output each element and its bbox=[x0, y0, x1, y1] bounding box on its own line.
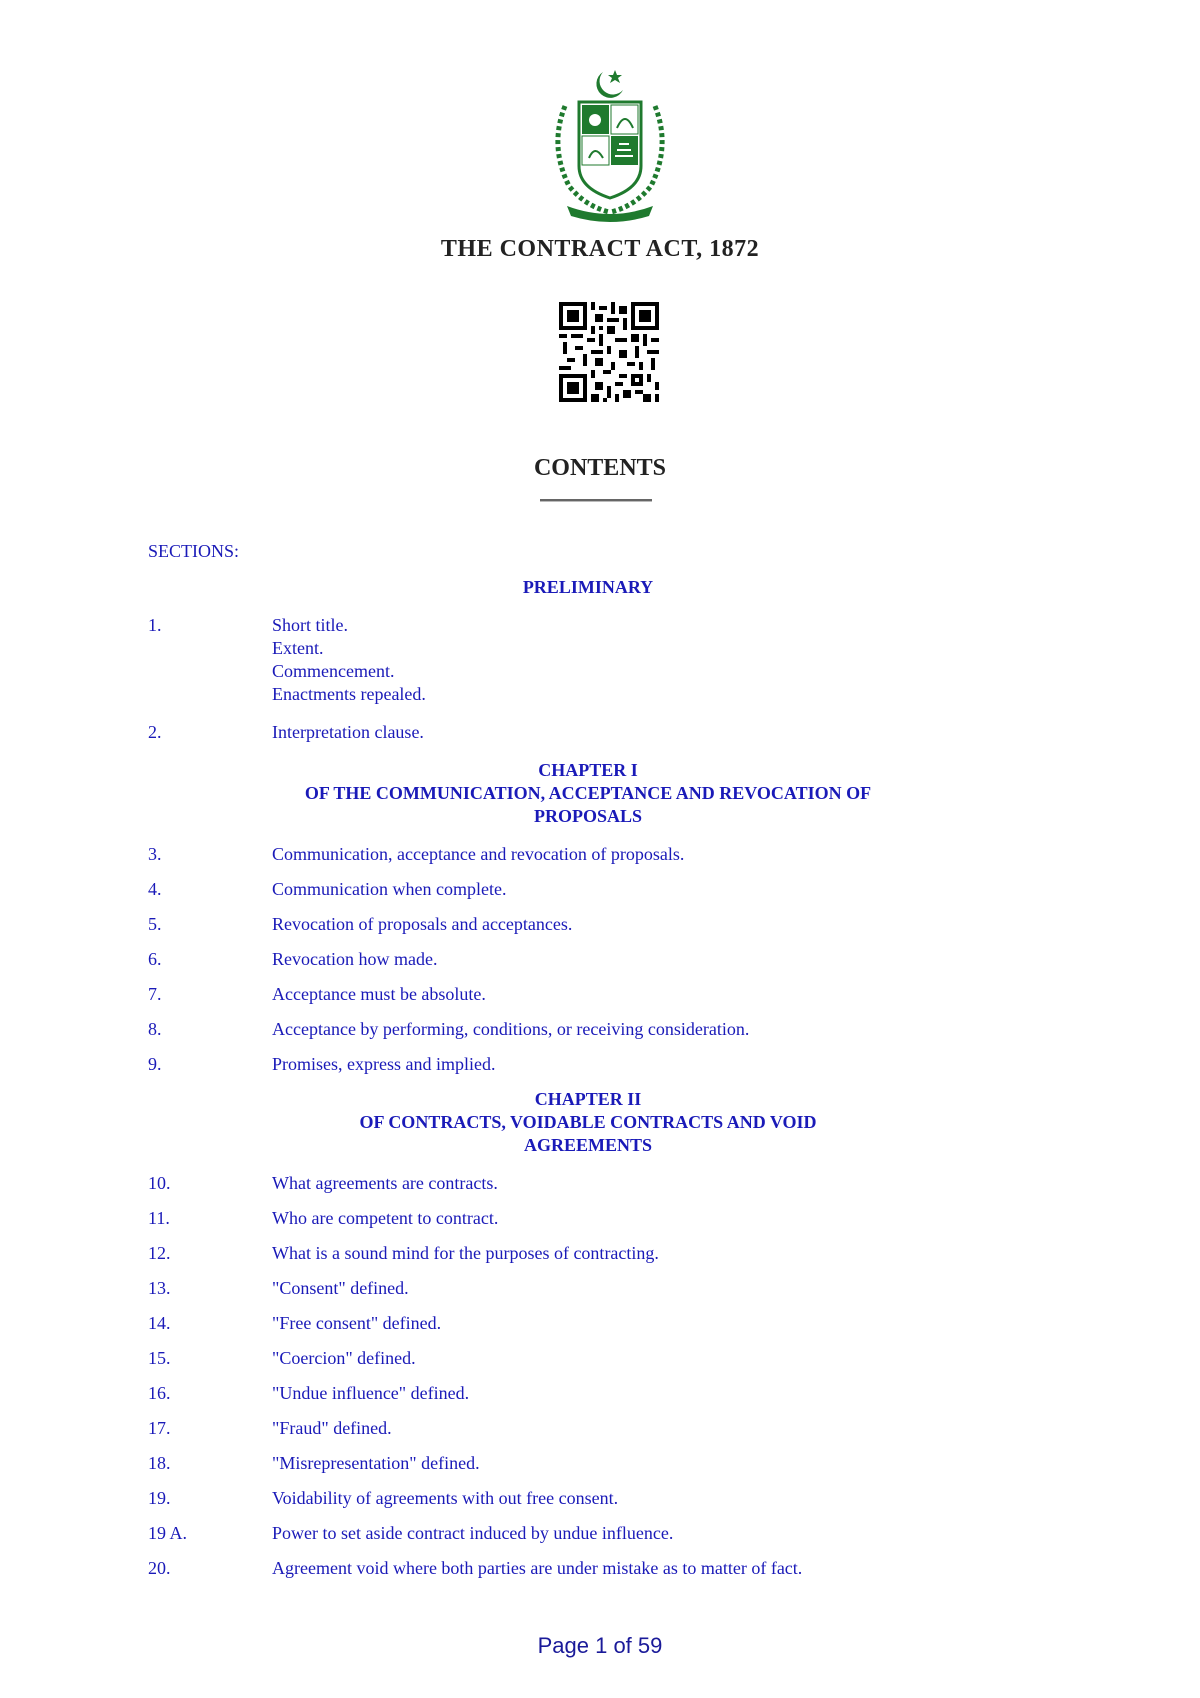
section-title[interactable]: Voidability of agreements with out free consent. bbox=[272, 1488, 619, 1508]
section-number: 20. bbox=[148, 1558, 171, 1578]
qr-code-icon bbox=[559, 302, 659, 402]
toc-entry[interactable] bbox=[148, 1382, 1048, 1405]
contents-divider bbox=[540, 499, 652, 502]
section-number: 9. bbox=[148, 1054, 162, 1074]
toc-entry[interactable] bbox=[148, 948, 1048, 971]
section-title[interactable]: "Undue influence" defined. bbox=[272, 1383, 470, 1403]
toc-entry[interactable] bbox=[148, 1018, 1048, 1041]
section-title[interactable]: "Free consent" defined. bbox=[272, 1313, 442, 1333]
toc-entry[interactable] bbox=[148, 1452, 1048, 1475]
contents-heading: CONTENTS bbox=[533, 455, 667, 481]
section-number: 8. bbox=[148, 1019, 162, 1039]
section-title[interactable]: Communication, acceptance and revocation of proposals. bbox=[272, 844, 685, 864]
heading-chapter-2[interactable]: CHAPTER II OF CONTRACTS, VOIDABLE CONTRACTS AND VOID AGREEMENTS bbox=[359, 1089, 817, 1155]
section-title-short-title[interactable]: Short title. bbox=[272, 615, 348, 635]
section-title[interactable]: Promises, express and implied. bbox=[272, 1054, 496, 1074]
section-number: 3. bbox=[148, 844, 162, 864]
section-number: 19 A. bbox=[148, 1523, 188, 1543]
toc-entry[interactable] bbox=[148, 843, 1048, 866]
section-title[interactable]: Communication when complete. bbox=[272, 879, 507, 899]
table-of-contents bbox=[148, 576, 1048, 1592]
section-title-extent[interactable]: Extent. bbox=[272, 638, 324, 658]
section-number: 13. bbox=[148, 1278, 171, 1298]
section-title[interactable]: Interpretation clause. bbox=[272, 722, 424, 742]
heading-chapter-1[interactable]: CHAPTER I OF THE COMMUNICATION, ACCEPTANCE AND REVOCATION OF PROPOSALS bbox=[304, 760, 872, 826]
toc-entry[interactable] bbox=[148, 878, 1048, 901]
section-number: 10. bbox=[148, 1173, 171, 1193]
section-number: 12. bbox=[148, 1243, 171, 1263]
section-title[interactable]: What agreements are contracts. bbox=[272, 1173, 498, 1193]
toc-entry[interactable] bbox=[148, 1053, 1048, 1076]
section-number: 19. bbox=[148, 1488, 171, 1508]
section-title[interactable]: "Fraud" defined. bbox=[272, 1418, 392, 1438]
section-title-commencement[interactable]: Commencement. bbox=[272, 661, 395, 681]
toc-entry[interactable] bbox=[148, 1207, 1048, 1230]
section-title[interactable]: Acceptance by performing, conditions, or receiving consideration. bbox=[272, 1019, 750, 1039]
section-title[interactable]: Acceptance must be absolute. bbox=[272, 984, 486, 1004]
section-number: 16. bbox=[148, 1383, 171, 1403]
section-title[interactable]: Power to set aside contract induced by undue influence. bbox=[272, 1523, 674, 1543]
sections-label: SECTIONS: bbox=[148, 541, 240, 561]
section-number: 6. bbox=[148, 949, 162, 969]
section-number: 2. bbox=[148, 722, 162, 742]
section-number: 14. bbox=[148, 1313, 171, 1333]
section-number: 17. bbox=[148, 1418, 171, 1438]
section-title[interactable]: What is a sound mind for the purposes of contracting. bbox=[272, 1243, 659, 1263]
section-title[interactable]: "Consent" defined. bbox=[272, 1278, 409, 1298]
toc-entry[interactable] bbox=[148, 1417, 1048, 1440]
toc-entry[interactable] bbox=[148, 913, 1048, 936]
section-title[interactable]: Who are competent to contract. bbox=[272, 1208, 499, 1228]
section-number: 7. bbox=[148, 984, 162, 1004]
toc-entry[interactable] bbox=[148, 1312, 1048, 1335]
section-number: 11. bbox=[148, 1208, 170, 1228]
section-title-enactments-repealed[interactable]: Enactments repealed. bbox=[272, 684, 426, 704]
section-number: 18. bbox=[148, 1453, 171, 1473]
toc-entry[interactable] bbox=[148, 1242, 1048, 1265]
section-number: 5. bbox=[148, 914, 162, 934]
document-title: THE CONTRACT ACT, 1872 bbox=[440, 236, 760, 262]
toc-entry[interactable] bbox=[148, 1557, 1048, 1580]
toc-entry[interactable] bbox=[148, 1487, 1048, 1510]
page-number: Page 1 of 59 bbox=[537, 1633, 663, 1658]
toc-entry[interactable] bbox=[148, 1347, 1048, 1370]
toc-entry[interactable] bbox=[148, 1522, 1048, 1545]
toc-entry-1[interactable] bbox=[148, 614, 1048, 706]
section-title[interactable]: "Misrepresentation" defined. bbox=[272, 1453, 480, 1473]
section-number: 4. bbox=[148, 879, 162, 899]
state-emblem-icon bbox=[545, 66, 675, 222]
section-title[interactable]: "Coercion" defined. bbox=[272, 1348, 416, 1368]
section-number: 15. bbox=[148, 1348, 171, 1368]
heading-preliminary[interactable]: PRELIMINARY bbox=[522, 577, 654, 597]
section-title[interactable]: Revocation how made. bbox=[272, 949, 438, 969]
section-title[interactable]: Revocation of proposals and acceptances. bbox=[272, 914, 573, 934]
toc-entry[interactable] bbox=[148, 1277, 1048, 1300]
toc-entry[interactable] bbox=[148, 1172, 1048, 1195]
section-title[interactable]: Agreement void where both parties are under mistake as to matter of fact. bbox=[272, 1558, 803, 1578]
toc-entry-2[interactable] bbox=[148, 721, 1048, 744]
section-number: 1. bbox=[148, 615, 162, 635]
toc-entry[interactable] bbox=[148, 983, 1048, 1006]
